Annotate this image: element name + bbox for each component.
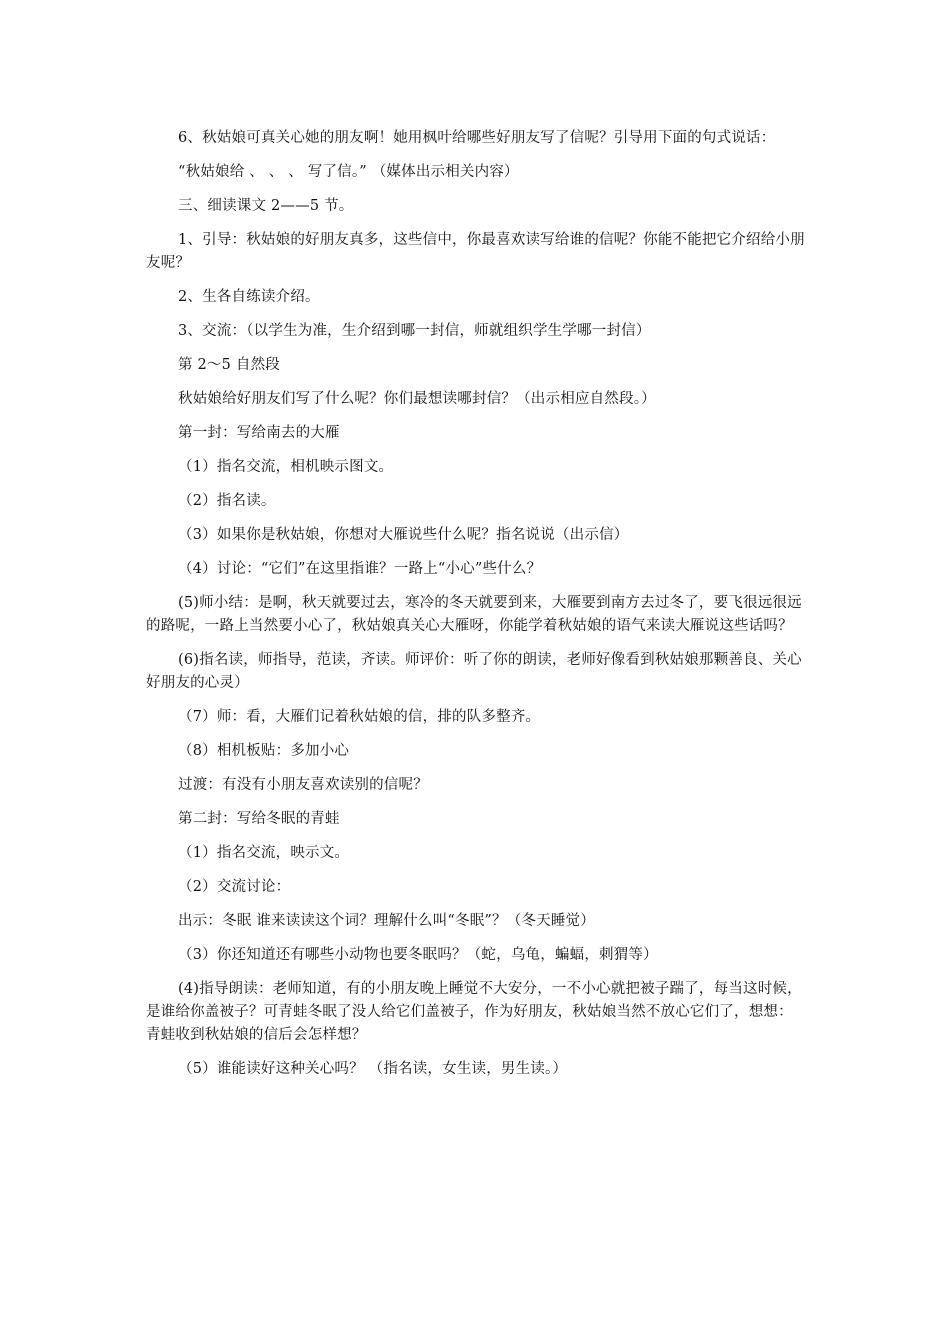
paragraph-13: （4）讨论：“它们”在这里指谁？一路上“小心”些什么？	[178, 561, 542, 577]
paragraph-4: 1、引导：秋姑娘的好朋友真多，这些信中，你最喜欢读写给谁的信呢？你能不能把它介绍给小朋友呢？	[146, 232, 805, 271]
paragraph-24: (4)指导朗读：老师知道，有的小朋友晚上睡觉不大安分，一不小心就把被子踹了，每当这时候，是谁给你盖被子？可青蛙冬眠了没人给它们盖被子，作为好朋友，秋姑娘当然不放心它们了，想想：青蛙收到秋姑娘的信后会怎样想？	[146, 981, 802, 1043]
paragraph-1: 6、秋姑娘可真关心她的朋友啊！她用枫叶给哪些好朋友写了信呢？引导用下面的句式说话：	[178, 130, 776, 146]
paragraph-21: （2）交流讨论：	[178, 879, 291, 895]
document-body	[146, 127, 806, 1092]
paragraph-6: 3、交流：（以学生为准，生介绍到哪一封信，师就组织学生学哪一封信）	[178, 323, 651, 339]
paragraph-25: （5）谁能读好这种关心吗？ （指名读，女生读，男生读。）	[178, 1061, 568, 1077]
paragraph-18: 过渡：有没有小朋友喜欢读别的信呢？	[178, 777, 428, 793]
paragraph-12: （3）如果你是秋姑娘，你想对大雁说些什么呢？指名说说（出示信）	[178, 527, 629, 543]
paragraph-9: 第一封：写给南去的大雁	[178, 425, 340, 441]
paragraph-2: “秋姑娘给 、 、 、 写了信。” （媒体出示相关内容）	[178, 164, 519, 180]
paragraph-20: （1）指名交流，映示文。	[178, 845, 350, 861]
paragraph-22: 出示：冬眠 谁来读读这个词？理解什么叫“冬眠”？（冬天睡觉）	[178, 913, 595, 929]
paragraph-5: 2、生各自练读介绍。	[178, 289, 320, 305]
section-heading-3: 三、细读课文 2——5 节。	[178, 198, 354, 214]
paragraph-7: 第 2～5 自然段	[178, 357, 280, 373]
paragraph-17: （8）相机板贴：多加小心	[178, 743, 350, 759]
paragraph-8: 秋姑娘给好朋友们写了什么呢？你们最想读哪封信？（出示相应自然段。）	[178, 391, 656, 407]
paragraph-15: (6)指名读，师指导，范读，齐读。师评价：听了你的朗读，老师好像看到秋姑娘那颗善良、关心好朋友的心灵）	[146, 652, 802, 691]
paragraph-23: （3）你还知道还有哪些小动物也要冬眠吗？（蛇，乌龟，蝙蝠，刺猬等）	[178, 947, 658, 963]
paragraph-11: （2）指名读。	[178, 493, 276, 509]
paragraph-14: (5)师小结：是啊，秋天就要过去，寒冷的冬天就要到来，大雁要到南方去过冬了，要飞很远很远的路呢，一路上当然要小心了，秋姑娘真关心大雁呀，你能学着秋姑娘的语气来读大雁说这些话吗？	[146, 595, 802, 634]
paragraph-10: （1）指名交流，相机映示图文。	[178, 459, 394, 475]
paragraph-19: 第二封：写给冬眠的青蛙	[178, 811, 340, 827]
paragraph-16: （7）师：看，大雁们记着秋姑娘的信，排的队多整齐。	[178, 709, 541, 725]
